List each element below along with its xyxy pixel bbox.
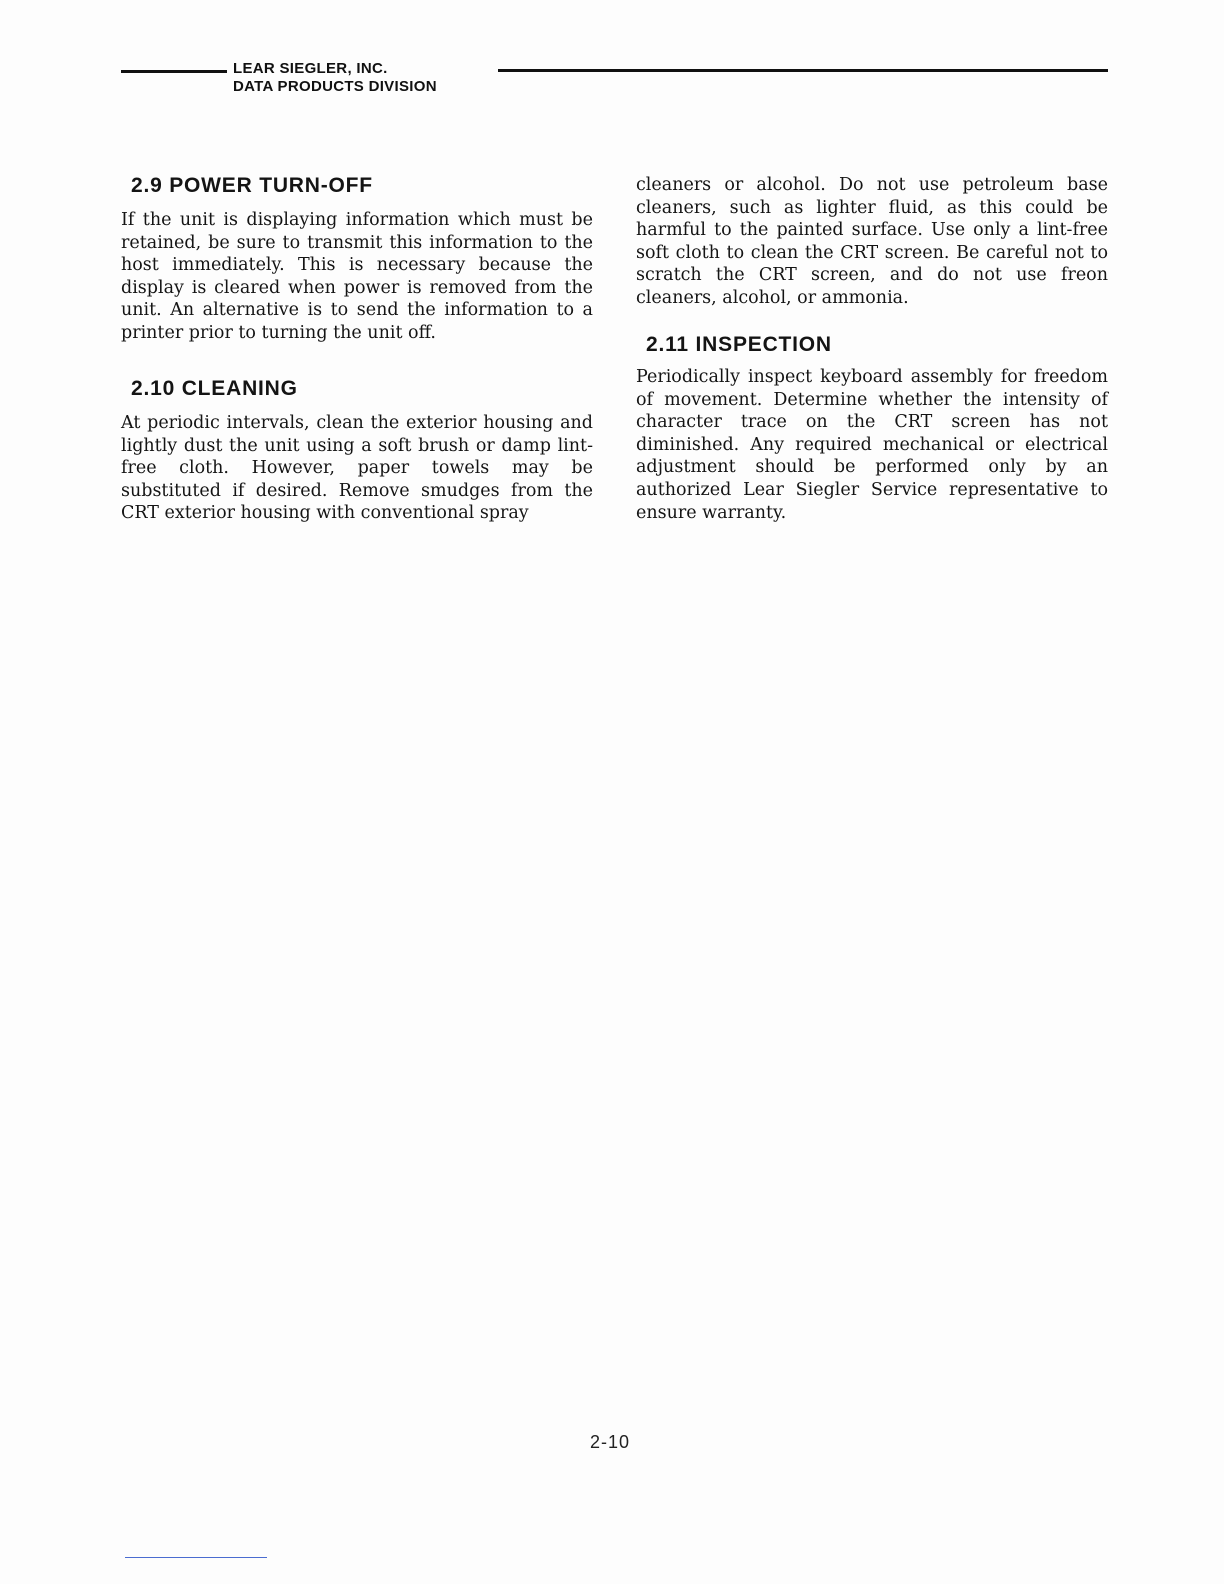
heading-cleaning: 2.10 CLEANING <box>131 377 298 400</box>
page-header <box>233 60 437 96</box>
header-right-rule <box>498 69 1108 72</box>
company-name: LEAR SIEGLER, INC. <box>233 60 388 77</box>
header-left-rule <box>121 70 227 73</box>
heading-inspection: 2.11 INSPECTION <box>646 333 832 356</box>
paragraph-power-turn-off: If the unit is displaying information which must be retained, be sure to transmit this information to the host immediately. This is necessary because the display is cleared when power is removed from the unit. An alternative is to send the information to a printer prior to turning the unit off. <box>121 210 593 343</box>
footer-line <box>125 1557 267 1558</box>
paragraph-cleaning-continued: cleaners or alcohol. Do not use petroleum base cleaners, such as lighter fluid, as this could be harmful to the painted surface. Use only a lint-free soft cloth to clean the CRT screen. Be careful not to scratch the CRT screen, and do not use freon cleaners, alcohol, or ammonia. <box>636 175 1108 308</box>
page-number: 2-10 <box>590 1432 631 1452</box>
division-name: DATA PRODUCTS DIVISION <box>233 78 437 95</box>
paragraph-cleaning: At periodic intervals, clean the exterior housing and lightly dust the unit using a soft brush or damp lint-free cloth. However, paper towels may be substituted if desired. Remove smudges from the CRT exterior housing with conventional spray <box>121 413 593 524</box>
heading-power-turn-off: 2.9 POWER TURN-OFF <box>131 174 373 197</box>
paragraph-inspection: Periodically inspect keyboard assembly for freedom of movement. Determine whether the intensity of character trace on the CRT screen has not diminished. Any required mechanical or electrical adjustment should be performed only by an authorized Lear Siegler Service representative to ensure warranty. <box>636 367 1108 523</box>
